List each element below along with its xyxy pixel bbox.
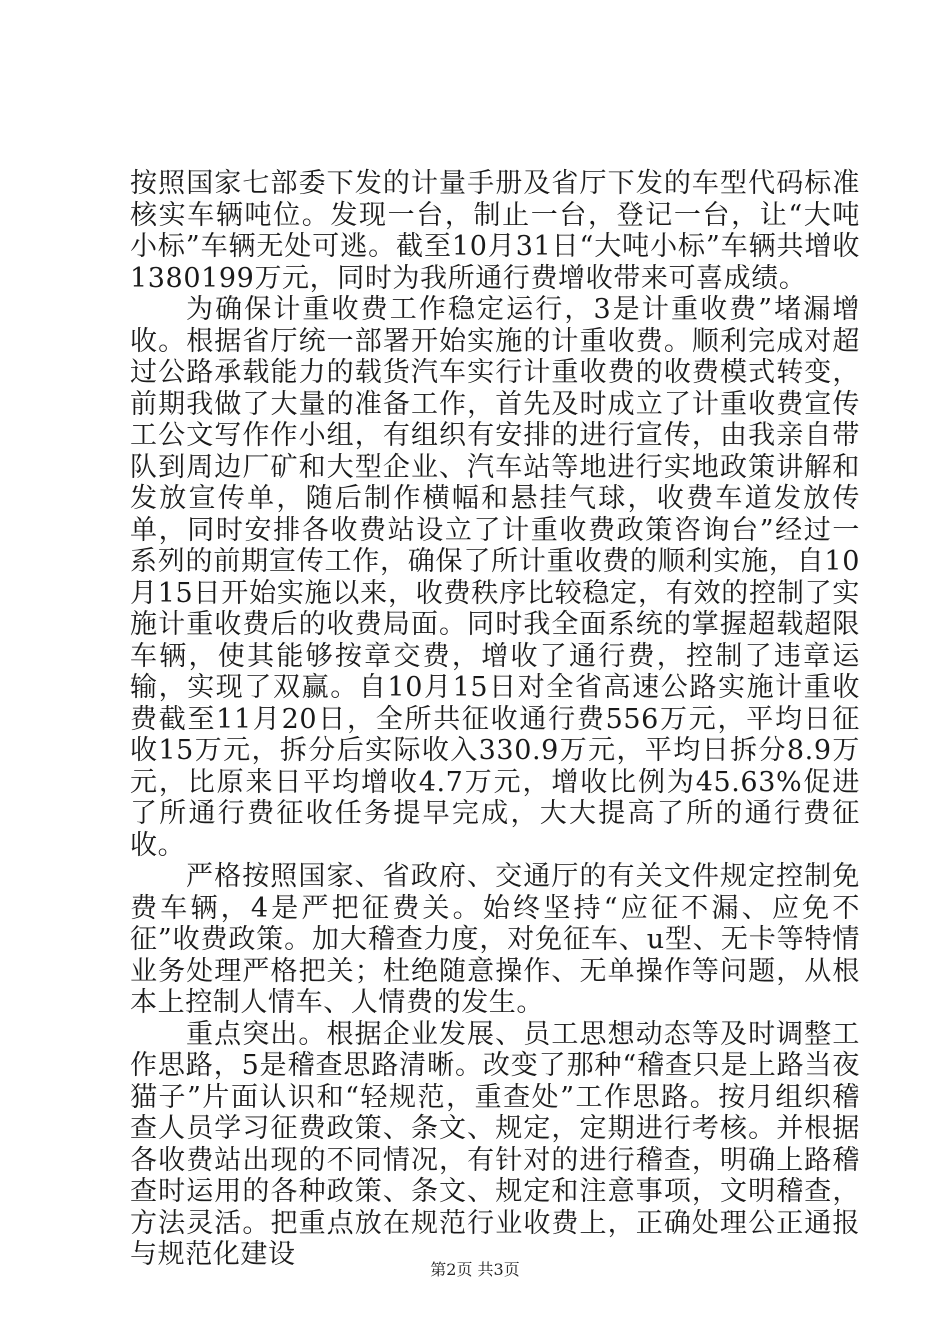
paragraph-3: 严格按照国家、省政府、交通厅的有关文件规定控制免费车辆，4是严把征费关。始终坚持“应征不漏、应免不征”收费政策。加大稽查力度，对免征车、u型、无卡等特情业务处理严格把关；杜绝随意操作、无单操作等问题，从根本上控制人情车、人情费的发生。 [130, 861, 860, 1018]
document-body [130, 168, 860, 1271]
paragraph-2: 为确保计重收费工作稳定运行，3是计重收费”堵漏增收。根据省厅统一部署开始实施的计重收费。顺利完成对超过公路承载能力的载货汽车实行计重收费的收费模式转变，前期我做了大量的准备工作，首先及时成立了计重收费宣传工公文写作作小组，有组织有安排的进行宣传，由我亲自带队到周边厂矿和大型企业、汽车站等地进行实地政策讲解和发放宣传单，随后制作横幅和悬挂气球，收费车道发放传单，同时安排各收费站设立了计重收费政策咨询台”经过一系列的前期宣传工作，确保了所计重收费的顺利实施，自10月15日开始实施以来，收费秩序比较稳定，有效的控制了实施计重收费后的收费局面。同时我全面系统的掌握超载超限车辆，使其能够按章交费，增收了通行费，控制了违章运输，实现了双赢。自10月15日对全省高速公路实施计重收费截至11月20日，全所共征收通行费556万元，平均日征收15万元，拆分后实际收入330.9万元，平均日拆分8.9万元，比原来日平均增收4.7万元，增收比例为45.63%促进了所通行费征收任务提早完成，大大提高了所的通行费征收。 [130, 294, 860, 861]
paragraph-4: 重点突出。根据企业发展、员工思想动态等及时调整工作思路，5是稽查思路清晰。改变了那种“稽查只是上路当夜猫子”片面认识和“轻规范，重查处”工作思路。按月组织稽查人员学习征费政策、条文、规定，定期进行考核。并根据各收费站出现的不同情况，有针对的进行稽查，明确上路稽查时运用的各种政策、条文、规定和注意事项，文明稽查，方法灵活。把重点放在规范行业收费上，正确处理公正通报与规范化建设 [130, 1018, 860, 1270]
paragraph-1: 按照国家七部委下发的计量手册及省厅下发的车型代码标准核实车辆吨位。发现一台，制止一台，登记一台，让“大吨小标”车辆无处可逃。截至10月31日“大吨小标”车辆共增收1380199万元，同时为我所通行费增收带来可喜成绩。 [130, 168, 860, 294]
page-number-footer: 第2页 共3页 [430, 1260, 520, 1279]
